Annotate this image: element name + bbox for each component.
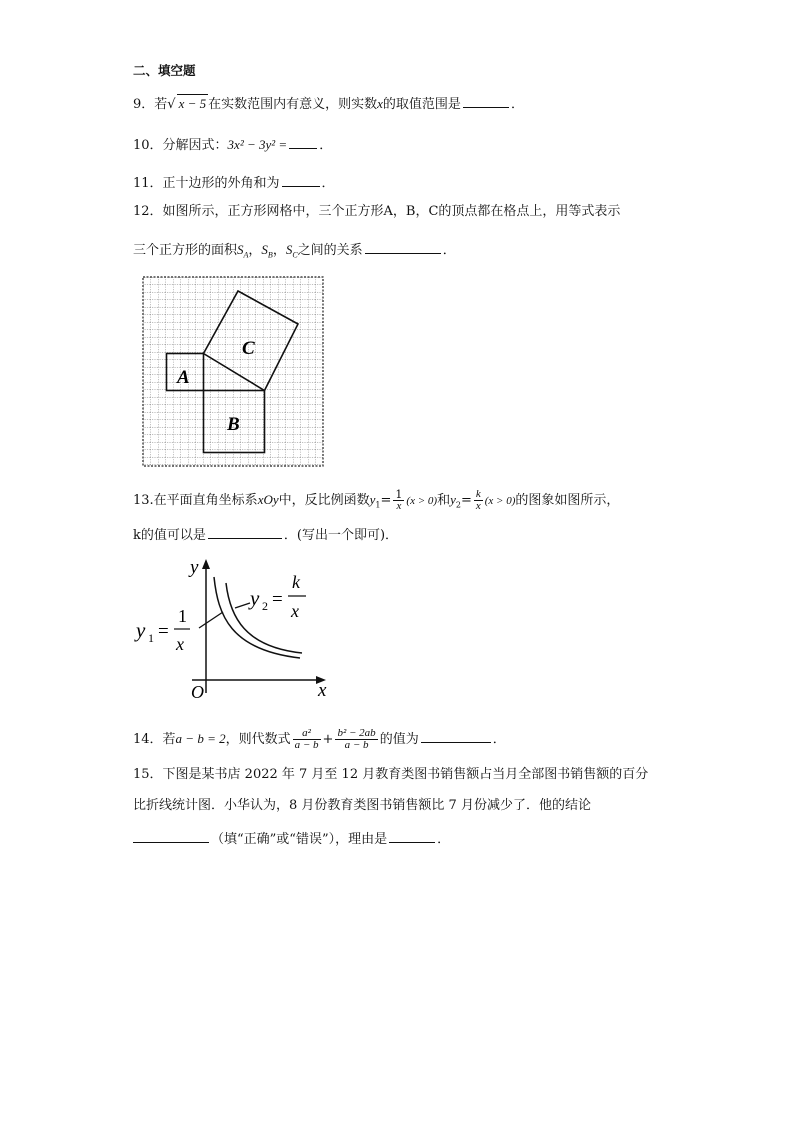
q9-end: ． bbox=[510, 97, 524, 112]
y1-pointer bbox=[199, 612, 223, 628]
x-axis-label: x bbox=[318, 680, 327, 701]
q11-text: 11．正十边形的外角和为 bbox=[133, 176, 280, 191]
question-15-line2: 比折线统计图．小华认为，8 月份教育类图书销售额比 7 月份减少了．他的结论 bbox=[133, 798, 591, 813]
q13-answer-blank[interactable] bbox=[208, 525, 282, 539]
question-13-line1: 13.在平面直角坐标系xOy中，反比例函数$y_1=$ $\frac{1}{x}$ (x > 0)和$y_2=$ $\frac{k}{x}$ (x > 0)的图象如图所示， bbox=[133, 488, 620, 512]
svg-text:=: = bbox=[158, 621, 169, 642]
q11-answer-blank[interactable] bbox=[282, 173, 320, 187]
question-14: 14．若a − b = 2，则代数式 $\frac{\text{a²}}{a - b}$ + $\frac{\text{b² − 2ab}}{a - b}$ 的值为 ． bbox=[133, 727, 506, 751]
q10-expr: 3x² − 3y² = bbox=[227, 137, 288, 152]
question-15-line3: （填“正确”或“错误”），理由是 ． bbox=[133, 829, 450, 849]
y1-label: y bbox=[136, 618, 146, 642]
label-a: A bbox=[177, 367, 190, 388]
q9-tail: 的取值范围是 bbox=[382, 97, 461, 112]
q14-frac-1: $\frac{\text{a²}}{a - b}$ bbox=[294, 727, 319, 751]
radical-sign: √ bbox=[167, 97, 176, 112]
q10-end: ． bbox=[319, 138, 333, 153]
y2-pointer bbox=[235, 603, 250, 608]
question-13-line2: k的值可以是 ．(写出一个即可)． bbox=[133, 525, 398, 545]
q14-frac-2: $\frac{\text{b² − 2ab}}{a - b}$ bbox=[337, 727, 376, 751]
question-12-line2: 三个正方形的面积$S_A$，$S_B$，$S_C$之间的关系 ． bbox=[133, 242, 456, 260]
svg-text:=: = bbox=[272, 589, 283, 610]
q9-number: 9．若 bbox=[133, 97, 168, 112]
q12-answer-blank[interactable] bbox=[365, 240, 441, 254]
svg-text:1: 1 bbox=[178, 606, 187, 626]
section-title: 二、填空题 bbox=[133, 63, 196, 78]
q9-radicand: x − 5 bbox=[178, 96, 207, 111]
question-15-line1: 15．下图是某书店 2022 年 7 月至 12 月教育类图书销售额占当月全部图书销售额的百分 bbox=[133, 767, 649, 782]
q13-frac-y1: $\frac{1}{x}$ bbox=[395, 488, 403, 512]
y-axis-arrow bbox=[202, 559, 210, 569]
question-12-line1: 12．如图所示，正方形网格中，三个正方形A，B，C的顶点都在格点上，用等式表示 bbox=[133, 204, 621, 219]
q9-answer-blank[interactable] bbox=[463, 94, 509, 108]
q11-end: ． bbox=[321, 176, 335, 191]
q10-answer-blank[interactable] bbox=[289, 135, 317, 149]
q12-grid-figure bbox=[141, 275, 325, 468]
label-c: C bbox=[242, 338, 255, 359]
y2-label: y bbox=[250, 586, 260, 610]
q9-text: 在实数范围内有意义，则实数 bbox=[208, 97, 378, 112]
label-b: B bbox=[227, 414, 240, 435]
origin-label: O bbox=[191, 682, 204, 702]
svg-text:2: 2 bbox=[262, 599, 268, 613]
q9-var: x bbox=[377, 96, 383, 111]
svg-text:x: x bbox=[291, 601, 299, 621]
question-11 bbox=[133, 173, 335, 193]
svg-text:1: 1 bbox=[148, 631, 154, 645]
q13-frac-y2: $\frac{k}{x}$ bbox=[475, 488, 481, 512]
q14-answer-blank[interactable] bbox=[421, 729, 491, 743]
y-axis-label: y bbox=[190, 557, 199, 578]
q10-text: 10．分解因式： bbox=[133, 138, 228, 153]
question-10 bbox=[133, 135, 332, 155]
q15-reason-blank[interactable] bbox=[389, 829, 435, 843]
svg-text:x: x bbox=[176, 634, 184, 654]
svg-text:k: k bbox=[292, 572, 300, 592]
q13-graph-figure bbox=[130, 555, 340, 705]
question-9 bbox=[133, 94, 524, 114]
q15-conclusion-blank[interactable] bbox=[133, 829, 209, 843]
